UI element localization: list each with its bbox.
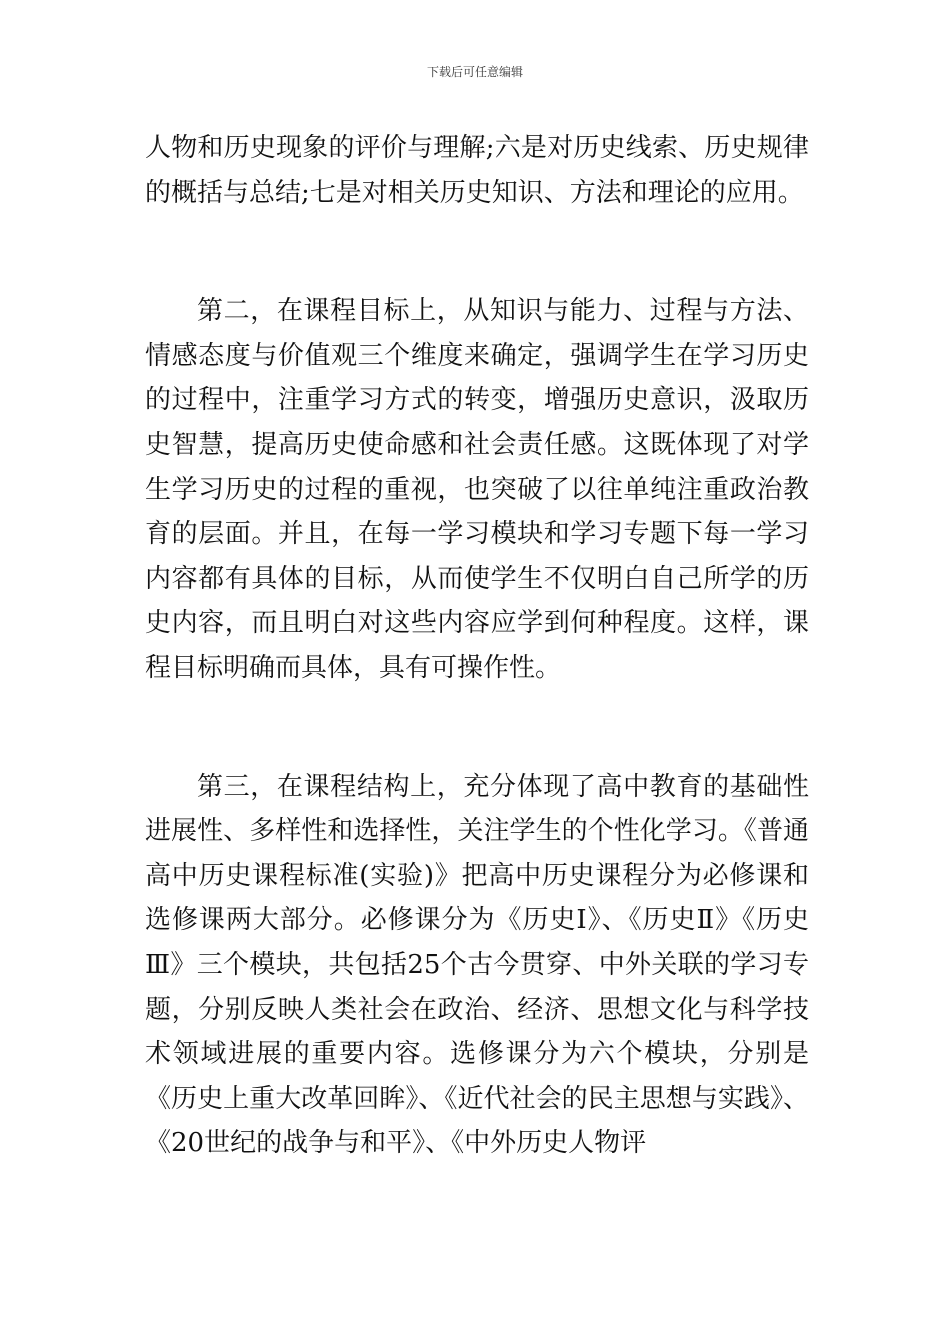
paragraph-course-objectives: 第二，在课程目标上，从知识与能力、过程与方法、情感态度与价值观三个维度来确定，强调学生在学习历史的过程中，注重学习方式的转变，增强历史意识，汲取历史智慧，提高历史使命感和社会责任感。这既体现了对学生学习历史的过程的重视，也突破了以往单纯注重政治教育的层面。并且，在每一学习模块和学习专题下每一学习内容都有具体的目标，从而使学生不仅明白自己所学的历史内容，而且明白对这些内容应学到何种程度。这样，课程目标明确而具体，具有可操作性。 (145, 296, 809, 683)
page-header: 下载后可任意编辑 (426, 65, 523, 79)
paragraph-continuation: 人物和历史现象的评价与理解;六是对历史线索、历史规律的概括与总结;七是对相关历史知识、方法和理论的应用。 (145, 133, 809, 208)
document-body (145, 126, 809, 1166)
paragraph-course-structure: 第三，在课程结构上，充分体现了高中教育的基础性进展性、多样性和选择性，关注学生的个性化学习。《普通高中历史课程标准(实验)》把高中历史课程分为必修课和选修课两大部分。必修课分为《历史Ⅰ》、《历史Ⅱ》《历史Ⅲ》三个模块，共包括25个古今贯穿、中外关联的学习专题，分别反映人类社会在政治、经济、思想文化与科学技术领域进展的重要内容。选修课分为六个模块，分别是《历史上重大改革回眸》、《近代社会的民主思想与实践》、《20世纪的战争与和平》、《中外历史人物评 (145, 771, 809, 1159)
